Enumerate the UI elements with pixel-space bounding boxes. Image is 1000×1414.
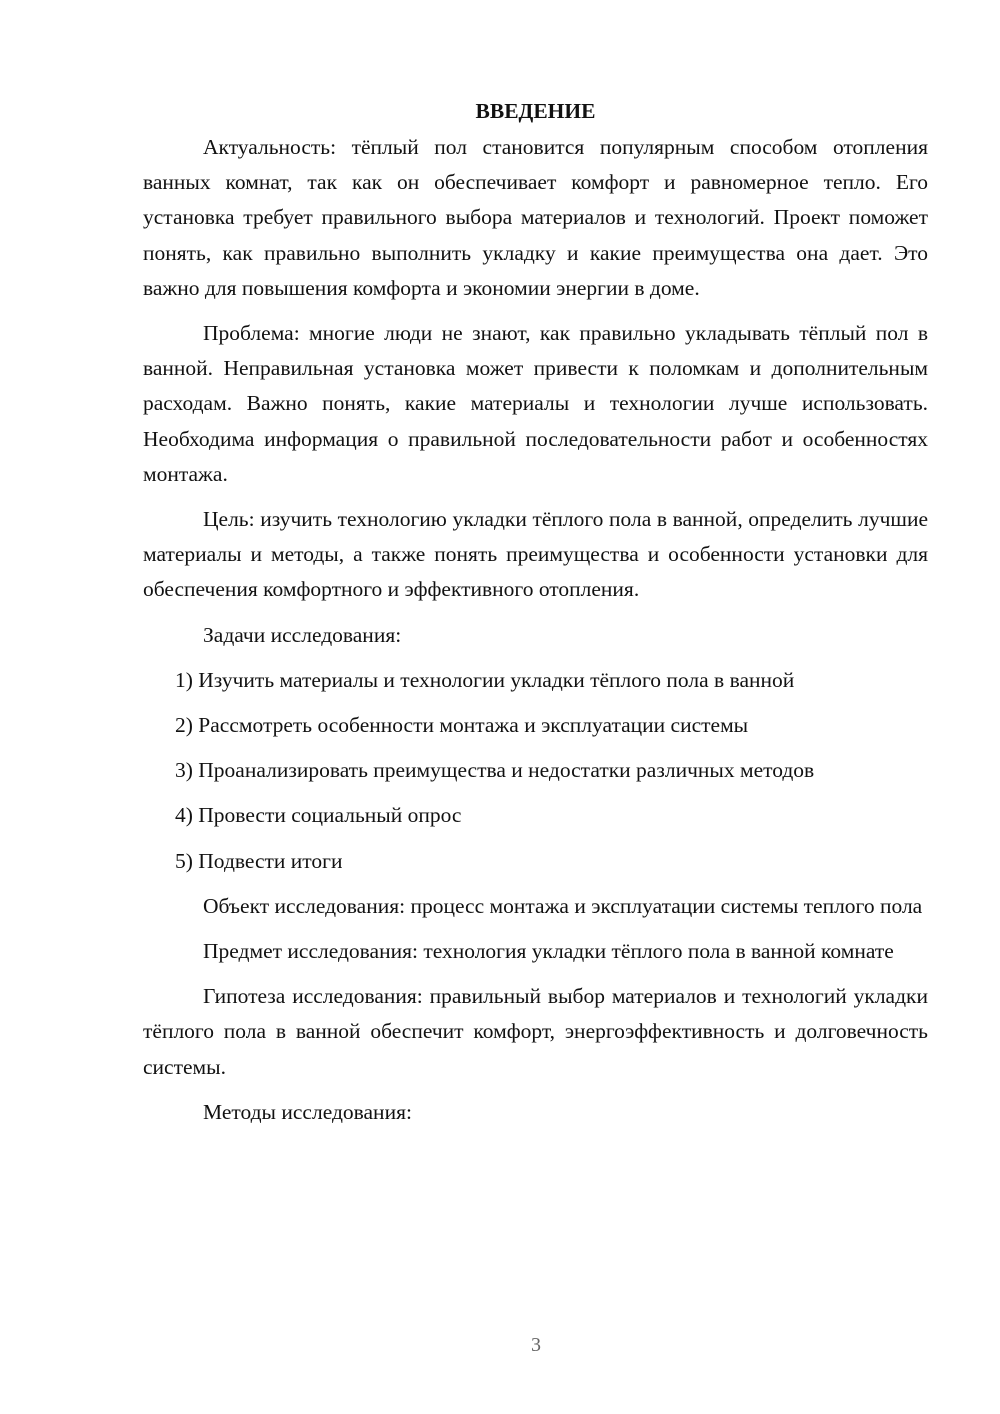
task-item-5: 5) Подвести итоги (175, 848, 343, 873)
task-item-1: 1) Изучить материалы и технологии укладки тёплого пола в ванной (175, 667, 795, 692)
task-item-3: 3) Проанализировать преимущества и недостатки различных методов (175, 758, 815, 783)
problem-paragraph: Проблема: многие люди не знают, как правильно укладывать тёплый пол в ванной. Неправильная установка может привести к поломкам и дополнительным расходам. Важно понять, какие материалы и технологии лучше использовать. Необходима информация о правильной последовательности работ и особенностях монтажа. (143, 321, 928, 486)
goal-paragraph: Цель: изучить технологию укладки тёплого пола в ванной, определить лучшие материалы и методы, а также понять преимущества и особенности установки для обеспечения комфортного и эффективного отопления. (143, 507, 928, 602)
section-title: ВВЕДЕНИЕ (475, 99, 596, 123)
tasks-heading: Задачи исследования: (203, 622, 402, 647)
hypothesis-paragraph: Гипотеза исследования: правильный выбор материалов и технологий укладки тёплого пола в ванной обеспечит комфорт, энергоэффективность и долговечность системы. (143, 984, 928, 1079)
task-item-2: 2) Рассмотреть особенности монтажа и эксплуатации системы (175, 713, 749, 738)
task-item-4: 4) Провести социальный опрос (175, 803, 462, 828)
object-paragraph: Объект исследования: процесс монтажа и эксплуатации системы теплого пола (203, 893, 923, 918)
methods-heading: Методы исследования: (203, 1099, 412, 1124)
page-content (143, 94, 928, 1140)
relevance-paragraph: Актуальность: тёплый пол становится популярным способом отопления ванных комнат, так как он обеспечивает комфорт и равномерное тепло. Его установка требует правильного выбора материалов и технологий. Проект поможет понять, как правильно выполнить укладку и какие преимущества она дает. Это важно для повышения комфорта и экономии энергии в доме. (143, 135, 928, 300)
page-number: 3 (531, 1334, 541, 1356)
tasks-list (143, 663, 928, 879)
subject-paragraph: Предмет исследования: технология укладки тёплого пола в ванной комнате (203, 939, 894, 964)
